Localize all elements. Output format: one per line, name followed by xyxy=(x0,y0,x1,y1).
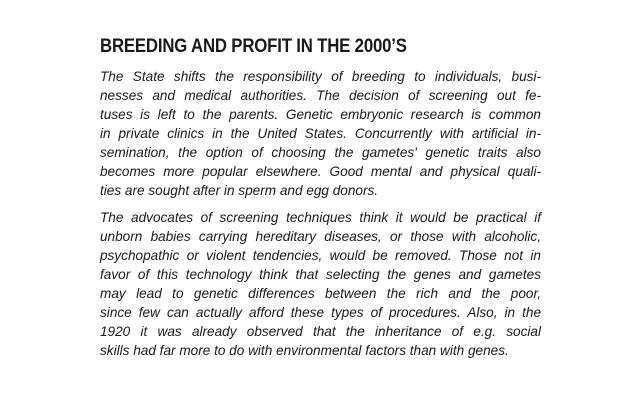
text-line: ties are sought after in sperm and egg donors. xyxy=(100,183,379,198)
text-line: psychopathic or violent tendencies, would be removed. Those not in xyxy=(100,248,541,263)
text-line: tuses is left to the parents. Genetic embryonic research is common xyxy=(100,107,541,122)
text-line: The State shifts the responsibility of breeding to individuals, busi- xyxy=(100,69,541,84)
text-line: The advocates of screening techniques think it would be practical if xyxy=(100,210,541,225)
text-line: skills had far more to do with environmental factors than with genes. xyxy=(100,343,509,358)
text-line: becomes more popular elsewhere. Good mental and physical quali- xyxy=(100,164,541,179)
text-line: unborn babies carrying hereditary diseases, or those with alcoholic, xyxy=(100,229,541,244)
text-line: since few can actually afford these types of procedures. Also, in the xyxy=(100,305,541,320)
paragraph-1 xyxy=(100,67,541,200)
text-line: favor of this technology think that selecting the genes and gametes xyxy=(100,267,541,282)
text-line: semination, the option of choosing the gametes' genetic traits also xyxy=(100,145,541,160)
text-line: in private clinics in the United States. Concurrently with artificial in- xyxy=(100,126,541,141)
document-page xyxy=(100,34,541,368)
section-title: BREEDING AND PROFIT IN THE 2000’S xyxy=(100,35,407,57)
text-line: may lead to genetic differences between the rich and the poor, xyxy=(100,286,541,301)
text-line: nesses and medical authorities. The decision of screening out fe- xyxy=(100,88,541,103)
text-line: 1920 it was already observed that the inheritance of e.g. social xyxy=(100,324,541,339)
paragraph-2 xyxy=(100,208,541,360)
